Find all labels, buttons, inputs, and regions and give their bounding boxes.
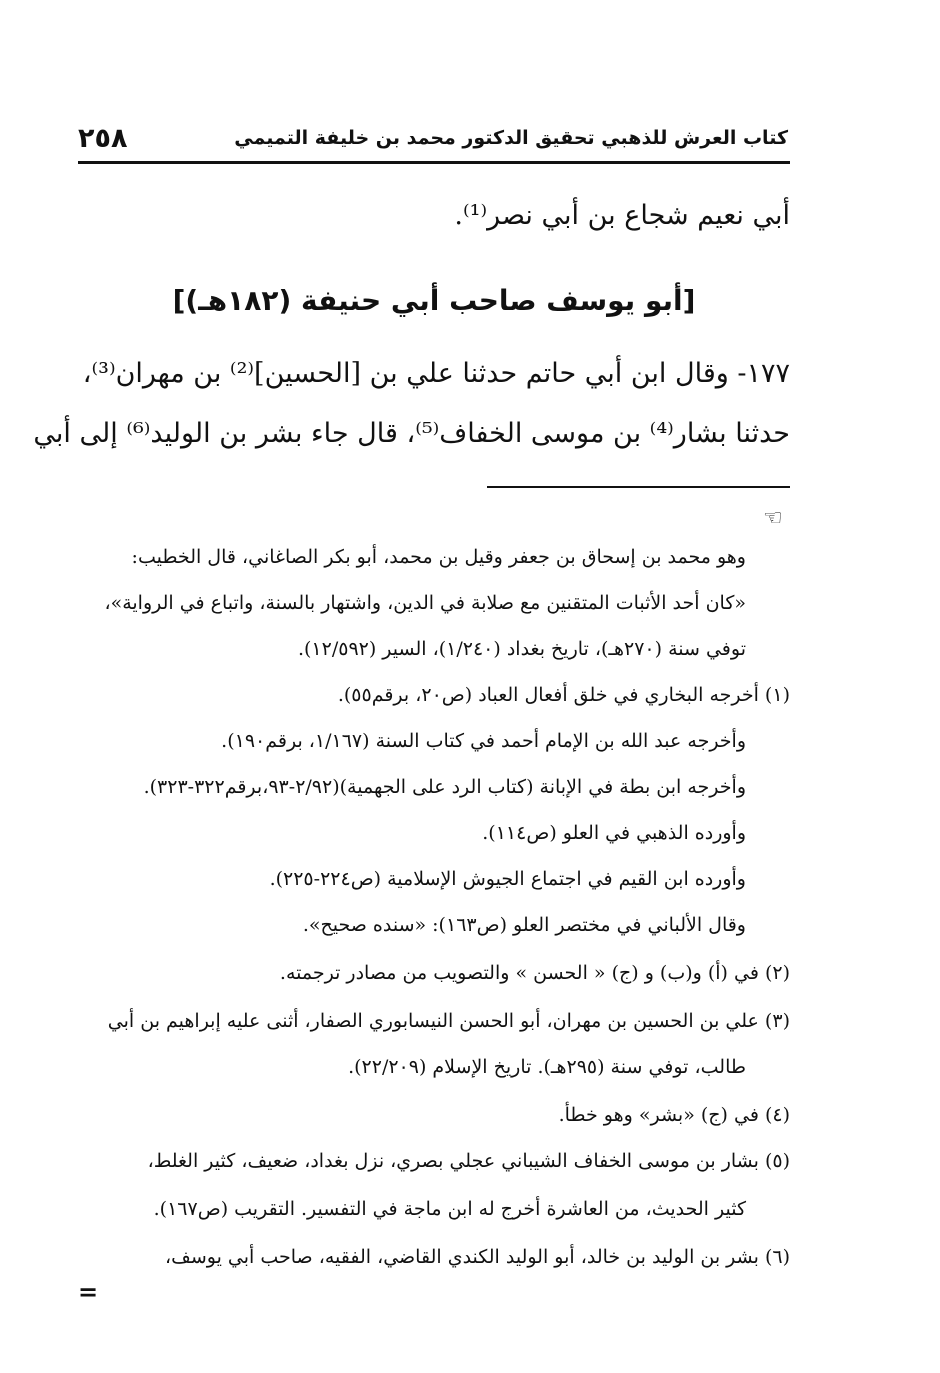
footnote-line: توفي سنة (٢٧٠هـ)، تاريخ بغداد (١/٢٤٠)، السير (١٢/٥٩٢). (297, 638, 746, 660)
page-header (78, 118, 788, 158)
footnote-line: وأخرجه ابن بطة في الإبانة (كتاب الرد على الجهمية)(٢/٩٢-٩٣،برقم٣٢٢-٣٢٣). (143, 776, 746, 798)
footnote-line: طالب، توفي سنة (٢٩٥هـ). تاريخ الإسلام (٢٢/٢٠٩). (348, 1056, 746, 1078)
continuation-mark: ☜ (763, 506, 783, 531)
footnote-line: (١) أخرجه البخاري في خلق أفعال العباد (ص٢٠، برقم٥٥). (337, 684, 790, 706)
header-rule (78, 161, 790, 164)
body-line-1: أبي نعيم شجاع بن أبي نصر⁽¹⁾. (454, 200, 790, 231)
footnote-line: وأورده ابن القيم في اجتماع الجيوش الإسلامية (ص٢٢٤-٢٢٥). (269, 868, 746, 890)
continuation-end-mark: = (78, 1278, 99, 1306)
footnote-line: وأخرجه عبد الله بن الإمام أحمد في كتاب السنة (١/١٦٧، برقم١٩٠). (221, 730, 746, 752)
footnote-line: وقال الألباني في مختصر العلو (ص١٦٣): «سنده صحيح». (302, 914, 746, 936)
footnote-line: (٣) علي بن الحسين بن مهران، أبو الحسن النيسابوري الصفار، أثنى عليه إبراهيم بن أبي (107, 1010, 790, 1032)
footnote-line: كثير الحديث، من العاشرة أخرج له ابن ماجة في التفسير. التقريب (ص١٦٧). (153, 1198, 746, 1220)
footnote-line: «كان أحد الأثبات المتقنين مع صلابة في الدين، واشتهار بالسنة، واتباع في الرواية»، (104, 592, 746, 614)
page-number: ٢٥٨ (78, 122, 128, 154)
footnote-line: (٢) في (أ) و(ب) و (ج) « الحسن » والتصويب من مصادر ترجمته. (279, 962, 790, 984)
running-title: كتاب العرش للذهبي تحقيق الدكتور محمد بن خليفة التميمي (234, 127, 788, 149)
body-line-3: حدثنا بشار⁽⁴⁾ بن موسى الخفاف⁽⁵⁾، قال جاء بشر بن الوليد⁽⁶⁾ إلى أبي (33, 418, 790, 449)
footnote-line: وهو محمد بن إسحاق بن جعفر وقيل بن محمد، أبو بكر الصاغاني، قال الخطيب: (131, 546, 746, 568)
body-line-2: ١٧٧- وقال ابن أبي حاتم حدثنا علي بن [الحسين]⁽²⁾ بن مهران⁽³⁾، (82, 358, 790, 389)
footnote-line: وأورده الذهبي في العلو (ص١١٤). (482, 822, 746, 844)
footnote-line: (٦) بشر بن الوليد بن خالد، أبو الوليد الكندي القاضي، الفقيه، صاحب أبي يوسف، (165, 1246, 790, 1268)
footnote-line: (٤) في (ج) «بشر» وهو خطأ. (558, 1104, 790, 1126)
footnote-separator (487, 486, 790, 488)
section-heading: [أبو يوسف صاحب أبي حنيفة (١٨٢هـ)] (172, 284, 696, 317)
footnote-line: (٥) بشار بن موسى الخفاف الشيباني عجلي بصري، نزل بغداد، ضعيف، كثير الغلط، (147, 1150, 790, 1172)
